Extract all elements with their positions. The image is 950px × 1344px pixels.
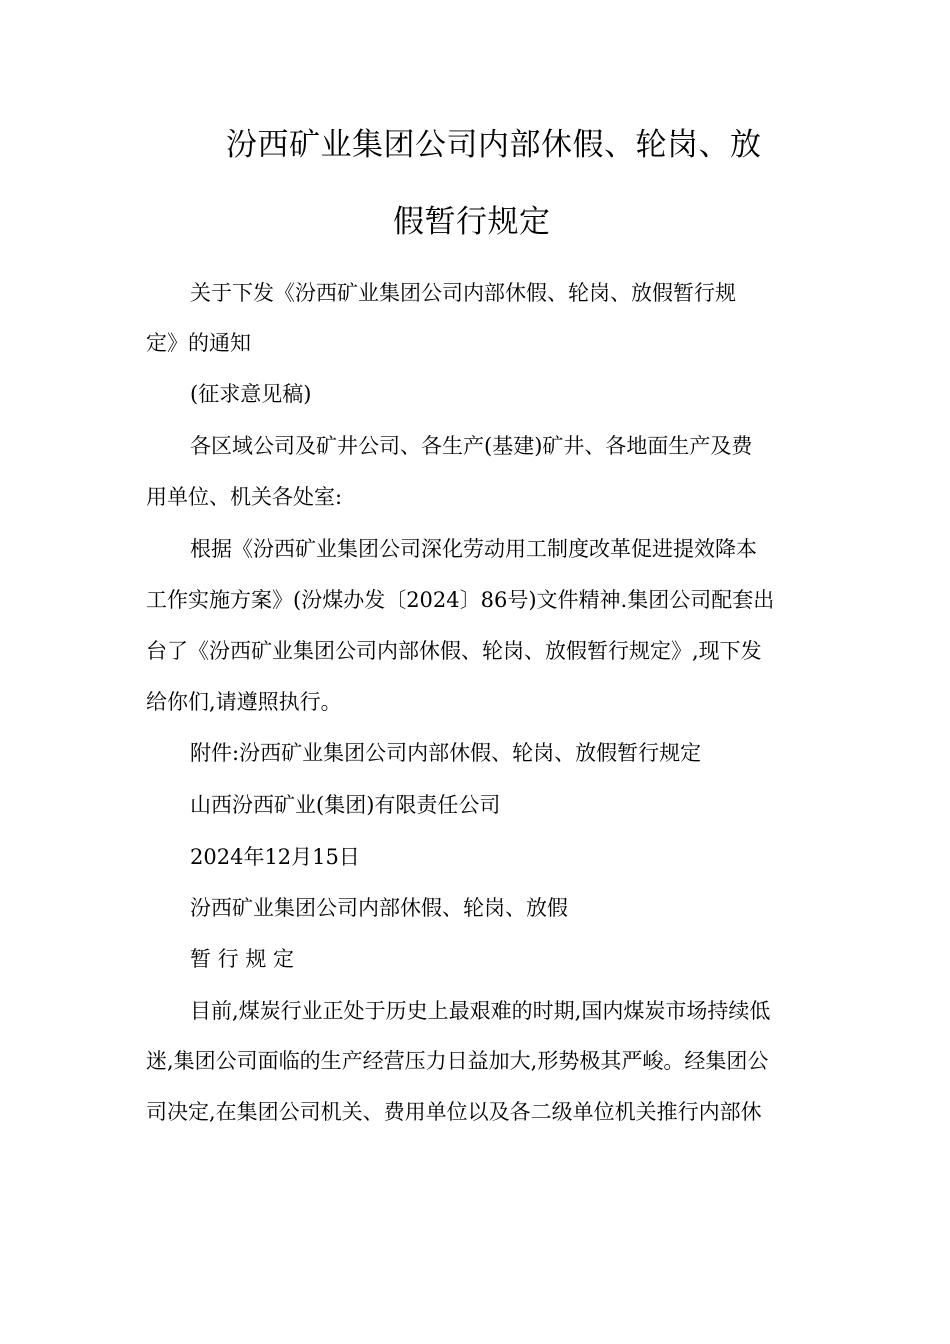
regulation-title-line-1: 汾西矿业集团公司内部休假、轮岗、放假 (190, 896, 568, 920)
body-paragraph-line-3: 台了《汾西矿业集团公司内部休假、轮岗、放假暂行规定》,现下发 (146, 639, 762, 663)
issuer-line: 山西汾西矿业(集团)有限责任公司 (190, 793, 501, 817)
body-paragraph-line-2: 工作实施方案》(汾煤办发〔2024〕86号)文件精神.集团公司配套出 (146, 588, 775, 612)
body-paragraph-line-4: 给你们,请遵照执行。 (146, 690, 342, 714)
date-line: 2024年12月15日 (190, 845, 360, 869)
notice-heading-line-2: 定》的通知 (146, 331, 251, 355)
addressees-line-2: 用单位、机关各处室: (146, 485, 343, 509)
intro-paragraph-line-1: 目前,煤炭行业正处于历史上最艰难的时期,国内煤炭市场持续低 (190, 999, 771, 1023)
intro-paragraph-line-2: 迷,集团公司面临的生产经营压力日益加大,形势极其严峻。经集团公 (146, 1049, 769, 1073)
intro-paragraph-line-3: 司决定,在集团公司机关、费用单位以及各二级单位机关推行内部休 (146, 1100, 762, 1124)
addressees-line-1: 各区域公司及矿井公司、各生产(基建)矿井、各地面生产及费 (190, 434, 753, 458)
attachment-line: 附件:汾西矿业集团公司内部休假、轮岗、放假暂行规定 (190, 741, 702, 765)
document-title-line-2: 假暂行规定 (393, 204, 551, 240)
draft-note: (征求意见稿) (190, 382, 312, 406)
regulation-title-line-2: 暂 行 规 定 (190, 947, 295, 971)
notice-heading-line-1: 关于下发《汾西矿业集团公司内部休假、轮岗、放假暂行规 (190, 281, 736, 305)
document-title-line-1: 汾西矿业集团公司内部休假、轮岗、放 (226, 127, 762, 163)
body-paragraph-line-1: 根据《汾西矿业集团公司深化劳动用工制度改革促进提效降本 (190, 537, 757, 561)
